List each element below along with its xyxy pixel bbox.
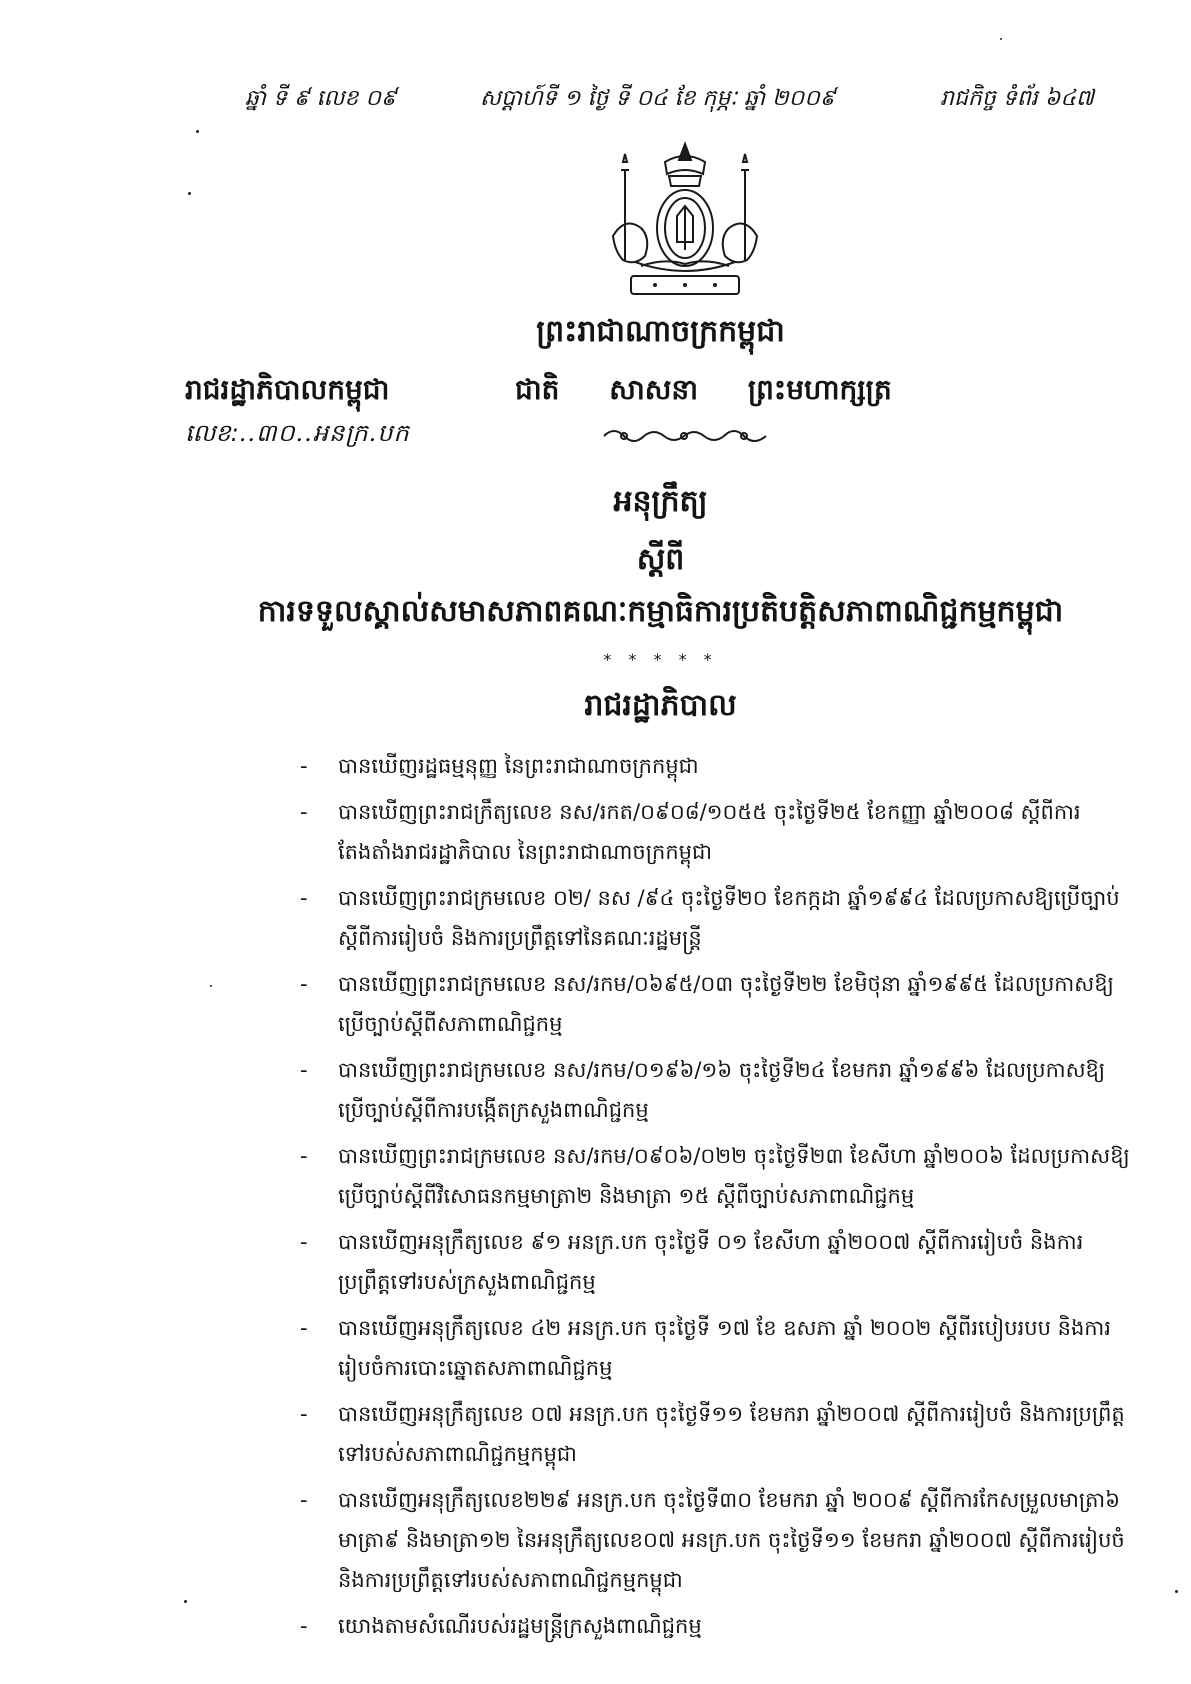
consideration-item: [300, 746, 1130, 786]
gazette-year-issue: ឆ្នាំ ទី ៩ លេខ ០៩: [245, 86, 397, 111]
scan-speck: [210, 985, 212, 987]
consideration-text: បានឃើញព្រះរាជក្រមលេខ នស/រកម/០៦៩៥/០៣ ចុះថ្ងៃទី២២ ខែមិថុនា ឆ្នាំ១៩៩៥ ដែលប្រកាសឱ្យប្រើច្បាប់ស្តីពីសភាពាណិជ្ជកម្ម: [338, 972, 1114, 1036]
consideration-item: [300, 1222, 1130, 1302]
kingdom-title: ព្រះរាជាណាចក្រកម្ពុជា: [536, 314, 785, 349]
consideration-text: បានឃើញព្រះរាជក្រឹត្យលេខ នស/រកត/០៩០៨/១០៥៥ ចុះថ្ងៃទី២៥ ខែកញ្ញា ឆ្នាំ២០០៨ ស្តីពីការតែងតាំងរាជរដ្ឋាភិបាល នៃព្រះរាជាណាចក្រកម្ពុជា: [338, 800, 1081, 864]
consideration-text: បានឃើញរដ្ឋធម្មនុញ្ញ នៃព្រះរាជាណាចក្រកម្ពុជា: [338, 754, 699, 778]
scan-speck: [188, 192, 191, 195]
consideration-text: បានឃើញព្រះរាជក្រមលេខ ០២/ នស /៩៤ ចុះថ្ងៃទី២០ ខែកក្កដា ឆ្នាំ១៩៩៤ ដែលប្រកាសឱ្យប្រើច្បាប់ស្តីពីការរៀបចំ និងការប្រព្រឹត្តទៅនៃគណៈរដ្ឋមន្ត្រី: [338, 886, 1120, 950]
considerations-list: [300, 746, 1130, 1652]
document-number-label: លេខ:: [185, 419, 239, 447]
gazette-date: សប្តាហ៍ទី ១ ថ្ងៃ ទី ០៤ ខែ កុម្ភៈ ឆ្នាំ ២០០៩: [480, 86, 836, 111]
decorative-ornament-icon: [600, 424, 770, 448]
list-dash: -: [300, 1058, 308, 1082]
scan-speck: [196, 130, 199, 133]
list-dash: -: [300, 1230, 308, 1254]
document-about-label: ស្តីពី: [636, 542, 685, 577]
consideration-item: [300, 1394, 1130, 1474]
motto-king: ព្រះមហាក្សត្រ: [747, 373, 892, 406]
consideration-text: បានឃើញព្រះរាជក្រមលេខ នស/រកម/០១៩៦/១៦ ចុះថ្ងៃទី២៤ ខែមករា ឆ្នាំ១៩៩៦ ដែលប្រកាសឱ្យប្រើច្បាប់ស្តីពីការបង្កើតក្រសួងពាណិជ្ជកម្ម: [338, 1058, 1106, 1122]
list-dash: -: [300, 1614, 308, 1638]
list-dash: -: [300, 1144, 308, 1168]
document-type: អនុក្រឹត្យ: [613, 484, 708, 519]
scan-speck: [1000, 38, 1002, 40]
consideration-item: [300, 1606, 1130, 1646]
consideration-item: [300, 1480, 1130, 1600]
royal-arms-emblem-icon: [595, 140, 775, 300]
document-subject: ការទទួលស្គាល់សមាសភាពគណៈកម្មាធិការប្រតិបត្តិសភាពាណិជ្ជកម្មកម្ពុជា: [257, 594, 1064, 629]
consideration-item: [300, 1136, 1130, 1216]
consideration-item: [300, 878, 1130, 958]
scan-speck: [1175, 1590, 1178, 1593]
consideration-text: យោងតាមសំណើរបស់រដ្ឋមន្ត្រីក្រសួងពាណិជ្ជកម្ម: [338, 1614, 702, 1638]
list-dash: -: [300, 754, 308, 778]
scan-speck: [184, 1600, 187, 1603]
consideration-text: បានឃើញអនុក្រឹត្យលេខ ៤២ អនក្រ.បក ចុះថ្ងៃទី ១៧ ខែ ឧសភា ឆ្នាំ ២០០២ ស្តីពីរបៀបរបប និងការរៀបចំការបោះឆ្នោតសភាពាណិជ្ជកម្ម: [338, 1316, 1111, 1380]
motto-nation: ជាតិ: [515, 373, 560, 406]
national-motto: [515, 372, 932, 413]
document-number: [185, 418, 410, 453]
gazette-header: [230, 84, 1100, 124]
consideration-item: [300, 964, 1130, 1044]
motto-religion: សាសនា: [609, 373, 699, 406]
list-dash: -: [300, 1402, 308, 1426]
list-dash: -: [300, 800, 308, 824]
consideration-item: [300, 1050, 1130, 1130]
consideration-text: បានឃើញអនុក្រឹត្យលេខ ៩១ អនក្រ.បក ចុះថ្ងៃទី ០១ ខែសីហា ឆ្នាំ២០០៧ ស្តីពីការរៀបចំ និងការប្រព្រឹត្តទៅរបស់ក្រសួងពាណិជ្ជកម្ម: [338, 1230, 1084, 1294]
document-number-value: ..៣០..អនក្រ.បក: [238, 419, 410, 447]
consideration-item: [300, 792, 1130, 872]
gazette-page-number: រាជកិច្ច ទំព័រ ៦៤៧: [940, 86, 1094, 111]
consideration-item: [300, 1308, 1130, 1388]
list-dash: -: [300, 886, 308, 910]
consideration-text: បានឃើញអនុក្រឹត្យលេខ ០៧ អនក្រ.បក ចុះថ្ងៃទី១១ ខែមករា ឆ្នាំ២០០៧ ស្តីពីការរៀបចំ និងការប្រព្រឹត្តទៅរបស់សភាពាណិជ្ជកម្មកម្ពុជា: [338, 1402, 1125, 1466]
list-dash: -: [300, 972, 308, 996]
issuing-authority: រាជរដ្ឋាភិបាល: [584, 688, 737, 723]
government-name: រាជរដ្ឋាភិបាលកម្ពុជា: [185, 373, 390, 406]
consideration-text: បានឃើញអនុក្រឹត្យលេខ២២៩ អនក្រ.បក ចុះថ្ងៃទី៣០ ខែមករា ឆ្នាំ ២០០៩ ស្តីពីការកែសម្រួលមាត្រា៦ មាត្រា៩ និងមាត្រា១២ នៃអនុក្រឹត្យលេខ០៧ អនក្រ.បក ចុះថ្ងៃទី១១ ខែមករា ឆ្នាំ២០០៧ ស្តីពីការរៀបចំនិងការប្រព្រឹត្តទៅរបស់សភាពាណិជ្ជកម្មកម្ពុជា: [338, 1488, 1125, 1592]
consideration-text: បានឃើញព្រះរាជក្រមលេខ នស/រកម/០៩០៦/០២២ ចុះថ្ងៃទី២៣ ខែសីហា ឆ្នាំ២០០៦ ដែលប្រកាសឱ្យប្រើច្បាប់ស្តីពីវិសោធនកម្មមាត្រា២ និងមាត្រា ១៥ ស្តីពីច្បាប់សភាពាណិជ្ជកម្ម: [338, 1144, 1130, 1208]
list-dash: -: [300, 1488, 308, 1512]
list-dash: -: [300, 1316, 308, 1340]
section-separator: * * * * *: [603, 650, 718, 669]
